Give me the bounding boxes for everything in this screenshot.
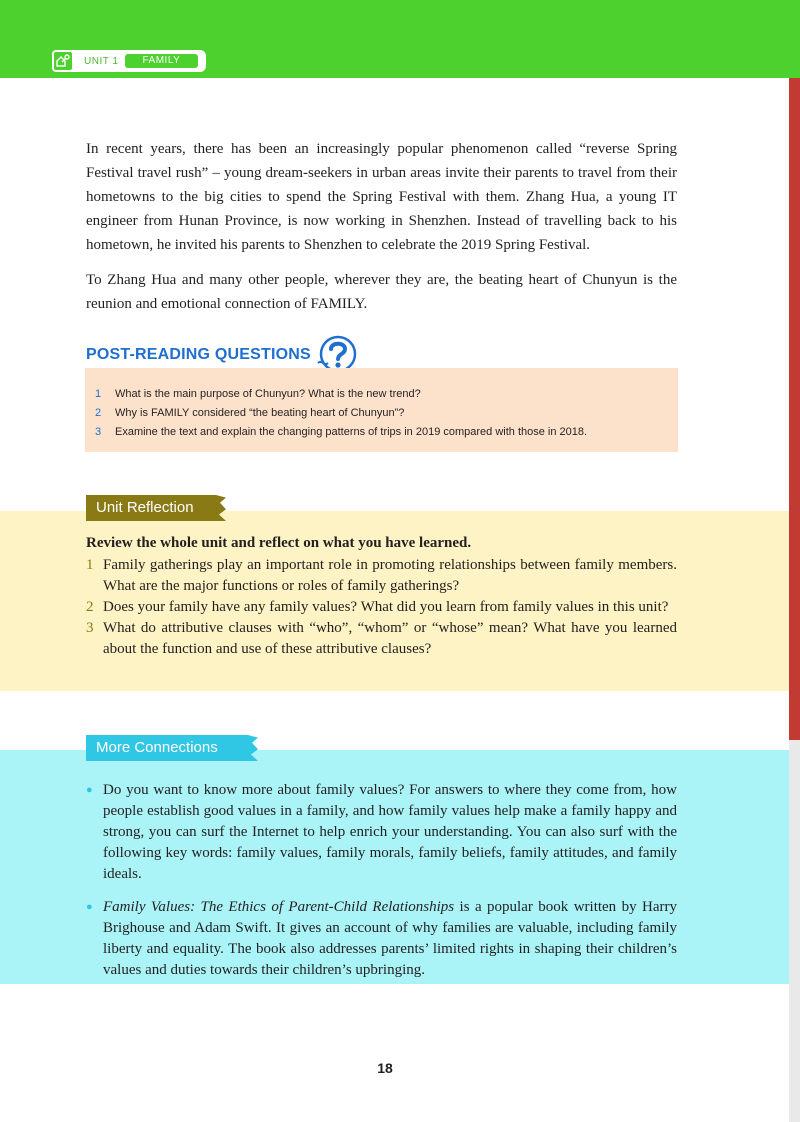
question-number: 3 <box>95 426 102 438</box>
reading-paragraph-2: To Zhang Hua and many other people, wherever they are, the beating heart of Chunyun is the reunion and emotional connection of FAMILY. <box>86 272 677 312</box>
bullet-icon: ● <box>86 784 93 796</box>
reflection-number: 1 <box>86 557 94 573</box>
question-item <box>95 385 675 404</box>
connection-item <box>86 780 677 885</box>
unit-badge <box>52 50 206 72</box>
post-reading-title: POST-READING QUESTIONS <box>86 346 311 363</box>
unit-label: UNIT 1 <box>84 55 119 67</box>
page-number: 18 <box>377 1060 393 1076</box>
reflection-text: Does your family have any family values? What did you learn from family values in this unit? <box>103 599 669 615</box>
more-connections-tag: More Connections <box>86 735 248 761</box>
post-reading-questions <box>95 385 675 442</box>
reflection-item <box>86 597 677 618</box>
side-stripe <box>789 78 800 740</box>
more-connections-list <box>86 780 677 981</box>
book-title: Family Values: The Ethics of Parent-Child Relationships <box>103 899 455 915</box>
unit-name: FAMILY <box>125 54 199 68</box>
question-number: 1 <box>95 388 102 400</box>
reflection-number: 3 <box>86 620 94 636</box>
side-stripe-lower <box>789 740 800 1122</box>
reflection-text: Family gatherings play an important role in promoting relationships between family members. What are the major functions or roles of family gatherings? <box>103 557 677 594</box>
unit-reflection-heading: Review the whole unit and reflect on what you have learned. <box>86 535 472 551</box>
book-description: is a popular book written by Harry Brighouse and Adam Swift. It gives an account of why families are valuable, including family liberty and equality. The book also addresses parents’ limited rights in shaping their children’s values and duties towards their children’s upbringing. <box>103 899 678 978</box>
bullet-icon: ● <box>86 901 93 913</box>
question-text: What is the main purpose of Chunyun? What is the new trend? <box>115 388 421 400</box>
unit-reflection-list <box>86 555 677 660</box>
reflection-text: What do attributive clauses with “who”, “whom” or “whose” mean? What have you learned about the function and use of these attributive clauses? <box>103 620 677 657</box>
question-text: Examine the text and explain the changing patterns of trips in 2019 compared with those in 2018. <box>115 426 588 438</box>
connection-text <box>103 897 677 981</box>
question-number: 2 <box>95 407 102 419</box>
reflection-number: 2 <box>86 599 94 615</box>
reflection-item <box>86 618 677 660</box>
key-house-icon <box>52 50 74 72</box>
question-text: Why is FAMILY considered “the beating heart of Chunyun”? <box>115 407 405 419</box>
unit-reflection-tag: Unit Reflection <box>86 495 216 521</box>
question-item <box>95 404 675 423</box>
reflection-item <box>86 555 677 597</box>
reading-paragraph-1: In recent years, there has been an increasingly popular phenomenon called “reverse Spring Festival travel rush” – young dream-seekers in urban areas invite their parents to travel from their hometowns to the big cities to spend the Spring Festival with them. Zhang Hua, a young IT engineer from Hunan Province, is now working in Shenzhen. Instead of travelling back to his hometown, he invited his parents to Shenzhen to celebrate the 2019 Spring Festival. <box>86 141 677 253</box>
connection-item <box>86 897 677 981</box>
question-item <box>95 423 675 442</box>
connection-text: Do you want to know more about family values? For answers to where they come from, how people establish good values in a family, and how family values help make a family happy and strong, you can surf the Internet to help enrich your understanding. You can also surf with the following key words: family values, family morals, family beliefs, family attitudes, and family ideals. <box>103 782 677 882</box>
